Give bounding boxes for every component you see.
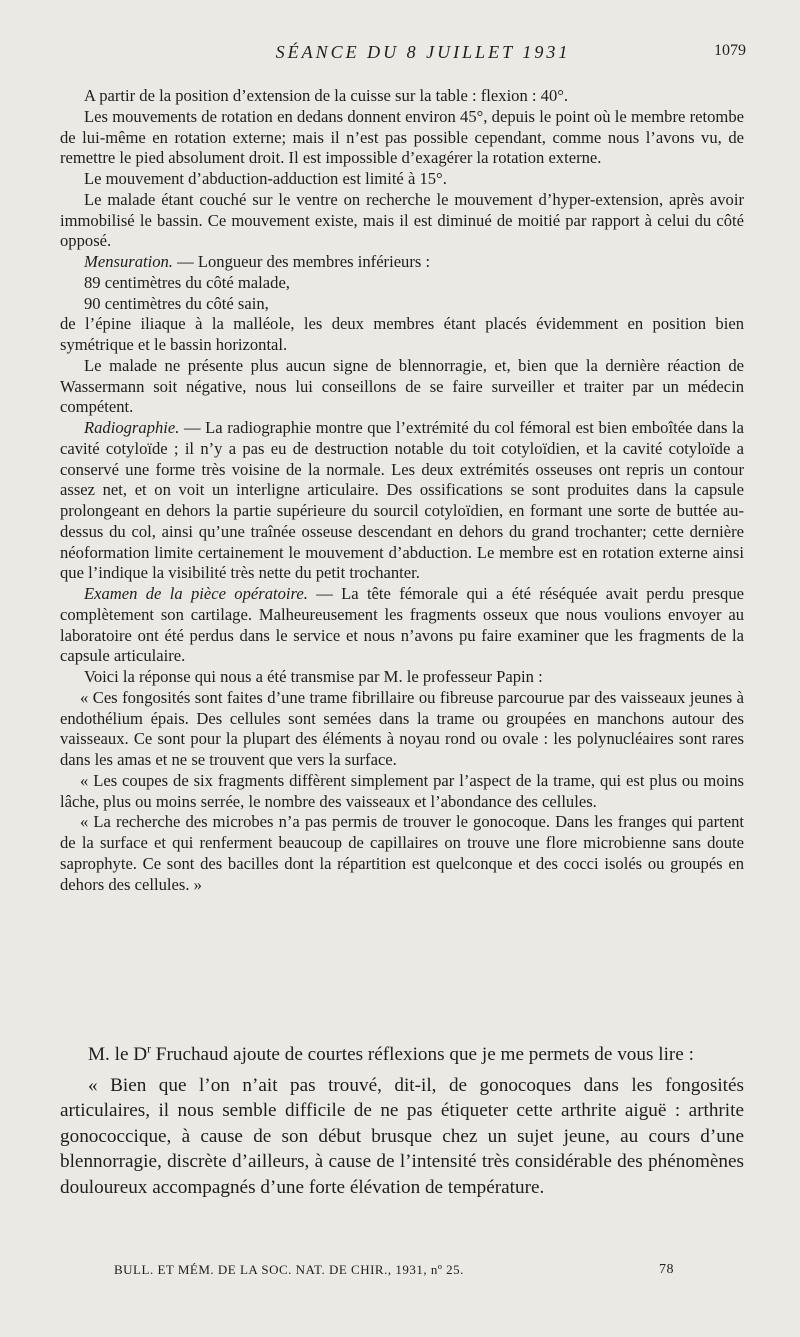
- quote-coupes: « Les coupes de six fragments diffèrent simplement par l’aspect de la trame, qui est plus ou moins lâche, plus ou moins serrée, le nombre des vaisseaux et l’abondance des cellules.: [60, 770, 744, 811]
- page-number: 1079: [714, 42, 746, 59]
- mensuration-label: Mensuration.: [84, 252, 173, 271]
- radiographie-text: — La radiographie montre que l’extrémité du col fémoral est bien emboîtée dans la cavité cotyloïde ; il n’y a pas eu de destruction notable du toit cotyloïdien, et la cavité cotyloïde a conservé une forme très voisine de la normale. Les deux extrémités osseuses ont repris un contour assez net, et on voit un interligne articulaire. Des ossifications se sont produites dans la capsule prolongeant en dehors la partie supérieure du sourcil cotyloïdien, en formant une sorte de buttée au-dessus du col, ainsi qu’une traînée osseuse descendant en dehors du grand trochanter; cette dernière néoformation limite certainement le mouvement d’abduction. Le membre est en rotation externe ainsi que l’indique la visibilité très nette du petit trochanter.: [60, 418, 744, 583]
- paragraph-mensuration: [60, 252, 744, 273]
- comment-lead-end: Fruchaud ajoute de courtes réflexions que je me permets de vous lire :: [151, 1044, 694, 1065]
- paragraph-flexion: A partir de la position d’extension de la cuisse sur la table : flexion : 40°.: [84, 86, 569, 105]
- fruchaud-comment: [60, 1042, 744, 1200]
- quote-fongosites: « Ces fongosités sont faites d’une trame fibrillaire ou fibreuse parcourue par des vaisseaux jeunes à endothélium épais. Des cellules sont semées dans la trame ou groupées en manchons autour des vaisseaux. Ce sont pour la plupart des éléments à noyau rond ou ovale : les polynucléaires sont rares dans les amas et ne se trouvent que vers la surface.: [60, 687, 744, 769]
- paragraph-examen: [60, 584, 744, 667]
- comment-lead: [60, 1042, 744, 1068]
- paragraph-hyperextension: Le malade étant couché sur le ventre on recherche le mouvement d’hyper-extension, après avoir immobilisé le bassin. Ce mouvement existe, mais il est diminué de moitié par rapport à celui du côté opposé.: [60, 189, 744, 251]
- measure-diseased-side: 89 centimètres du côté malade,: [84, 272, 290, 292]
- measure-healthy-side: 90 centimètres du côté sain,: [84, 293, 269, 313]
- running-title: SÉANCE DU 8 JUILLET 1931: [275, 42, 571, 62]
- sheet-number: 78: [659, 1262, 674, 1277]
- paragraph-papin-intro: Voici la réponse qui nous a été transmise par M. le professeur Papin :: [84, 667, 543, 686]
- radiographie-label: Radiographie.: [84, 418, 180, 437]
- page-footer: [60, 1262, 744, 1284]
- quote-microbes: « La recherche des microbes n’a pas permis de trouver le gonocoque. Dans les franges qui partent de la surface et qui renferment beaucoup de capillaires on trouve une flore microbienne sans doute saprophyte. Ce sont des bacilles dont la répartition est quelconque et des cocci isolés ou groupés en dehors des cellules. »: [60, 812, 744, 894]
- case-report-body: [60, 86, 744, 895]
- mensuration-text: — Longueur des membres inférieurs :: [172, 252, 431, 271]
- paragraph-blennorragie: Le malade ne présente plus aucun signe de blennorragie, et, bien que la dernière réaction de Wassermann soit négative, nous lui conseillons de se faire surveiller et traiter par un médecin compétent.: [60, 355, 744, 417]
- examen-text: — La tête fémorale qui a été réséquée avait perdu presque complètement son cartilage. Malheureusement les fragments osseux que nous voulions envoyer au laboratoire ont été perdus dans le service et nous n’avons pu faire examiner que les fragments de la capsule articulaire.: [60, 584, 744, 666]
- comment-lead-start: M. le D: [88, 1044, 148, 1065]
- journal-citation: BULL. ET MÉM. DE LA SOC. NAT. DE CHIR., 1931, nº 25.: [114, 1262, 464, 1277]
- paragraph-rotation: Les mouvements de rotation en dedans donnent environ 45°, depuis le point où le membre retombe de lui-même en rotation externe; mais il n’est pas possible cependant, comme nous l’avons vu, de remettre le pied absolument droit. Il est impossible d’exagérer la rotation externe.: [60, 106, 744, 168]
- running-header: [60, 42, 746, 66]
- comment-quote: « Bien que l’on n’ait pas trouvé, dit-il, de gonocoques dans les fongosités articulaires, il nous semble difficile de ne pas étiqueter cette arthrite aiguë : arthrite gonococcique, à cause de son début brusque chez un sujet jeune, au cours d’une blennorragie, discrète d’ailleurs, à cause de l’intensité très considérable des phénomènes douloureux accompagnés d’une forte élévation de température.: [60, 1074, 744, 1198]
- paragraph-radiographie: [60, 418, 744, 584]
- doctor-abbrev-sup: r: [147, 1043, 151, 1056]
- examen-label: Examen de la pièce opératoire.: [84, 584, 308, 603]
- paragraph-abduction: Le mouvement d’abduction-adduction est limité à 15°.: [84, 169, 447, 188]
- paragraph-measure-detail: de l’épine iliaque à la malléole, les deux membres étant placés évidemment en position bien symétrique et le bassin horizontal.: [60, 314, 744, 354]
